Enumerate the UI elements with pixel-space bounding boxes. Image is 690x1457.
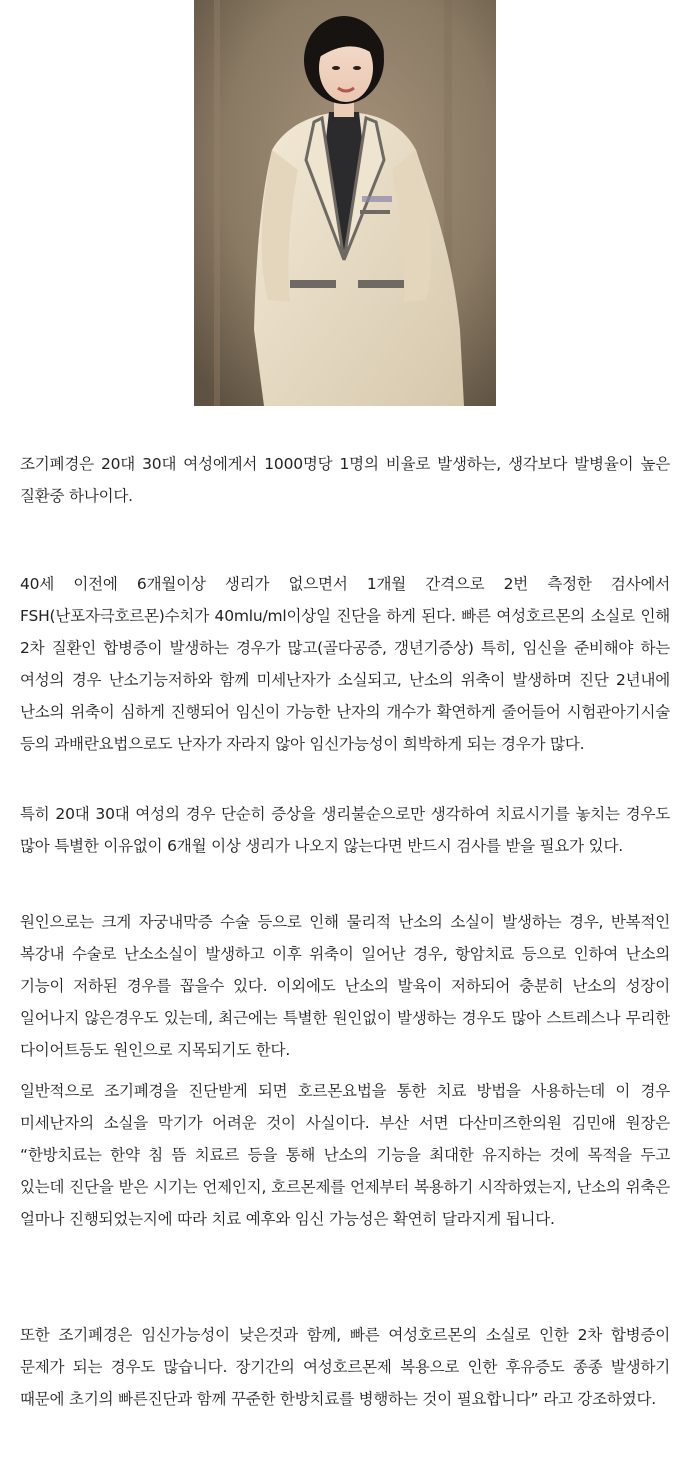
article-paragraph-5: 일반적으로 조기폐경을 진단받게 되면 호르몬요법을 통한 치료 방법을 사용하는데 이 경우 미세난자의 소실을 막기가 어려운 것이 사실이다. 부산 서면 다산미즈한의원 김민애 원장은 “한방치료는 한약 침 뜸 치료르 등을 통해 난소의 기능을 최대한 유지하는 것에 목적을 두고 있는데 진단을 받은 시기는 언제인지, 호르몬제를 언제부터 복용하기 시작하였는지, 난소의 위축은 얼마나 진행되었는지에 따라 치료 예후와 임신 가능성은 확연히 달라지게 됩니다. — [20, 1082, 670, 1228]
doctor-portrait-photo — [194, 0, 496, 406]
article-paragraph-2: 40세 이전에 6개월이상 생리가 없으면서 1개월 간격으로 2번 측정한 검사에서 FSH(난포자극호르몬)수치가 40mlu/ml이상일 진단을 하게 된다. 빠른 여성호르몬의 소실로 인해 2차 질환인 합병증이 발생하는 경우가 많고(골다공증, 갱년기증상) 특히, 임신을 준비해야 하는 여성의 경우 난소기능저하와 함께 미세난자가 소실되고, 난소의 위축이 발생하며 진단 2년내에 난소의 위축이 심하게 진행되어 임신이 가능한 난자의 개수가 확연하게 줄어들어 시험관아기시술 등의 과배란요법으로도 난자가 자라지 않아 임신가능성이 희박하게 되는 경우가 많다. — [20, 575, 670, 753]
article-paragraph-6: 또한 조기폐경은 임신가능성이 낮은것과 함께, 빠른 여성호르몬의 소실로 인한 2차 합병증이 문제가 되는 경우도 많습니다. 장기간의 여성호르몬제 복용으로 인한 후유증도 종종 발생하기 때문에 초기의 빠른진단과 함께 꾸준한 한방치료를 병행하는 것이 필요합니다” 라고 강조하였다. — [20, 1326, 670, 1408]
article-paragraph-1: 조기폐경은 20대 30대 여성에게서 1000명당 1명의 비율로 발생하는, 생각보다 발병율이 높은 질환중 하나이다. — [20, 455, 670, 505]
article-paragraph-3: 특히 20대 30대 여성의 경우 단순히 증상을 생리불순으로만 생각하여 치료시기를 놓치는 경우도 많아 특별한 이유없이 6개월 이상 생리가 나오지 않는다면 반드시 검사를 받을 필요가 있다. — [20, 805, 670, 855]
article-paragraph-4: 원인으로는 크게 자궁내막증 수술 등으로 인해 물리적 난소의 소실이 발생하는 경우, 반복적인 복강내 수술로 난소소실이 발생하고 이후 위축이 일어난 경우, 항암치료 등으로 인하여 난소의 기능이 저하된 경우를 꼽을수 있다. 이외에도 난소의 발육이 저하되어 충분히 난소의 성장이 일어나지 않은경우도 있는데, 최근에는 특별한 원인없이 발생하는 경우도 많아 스트레스나 무리한 다이어트등도 원인으로 지목되기도 한다. — [20, 913, 670, 1059]
